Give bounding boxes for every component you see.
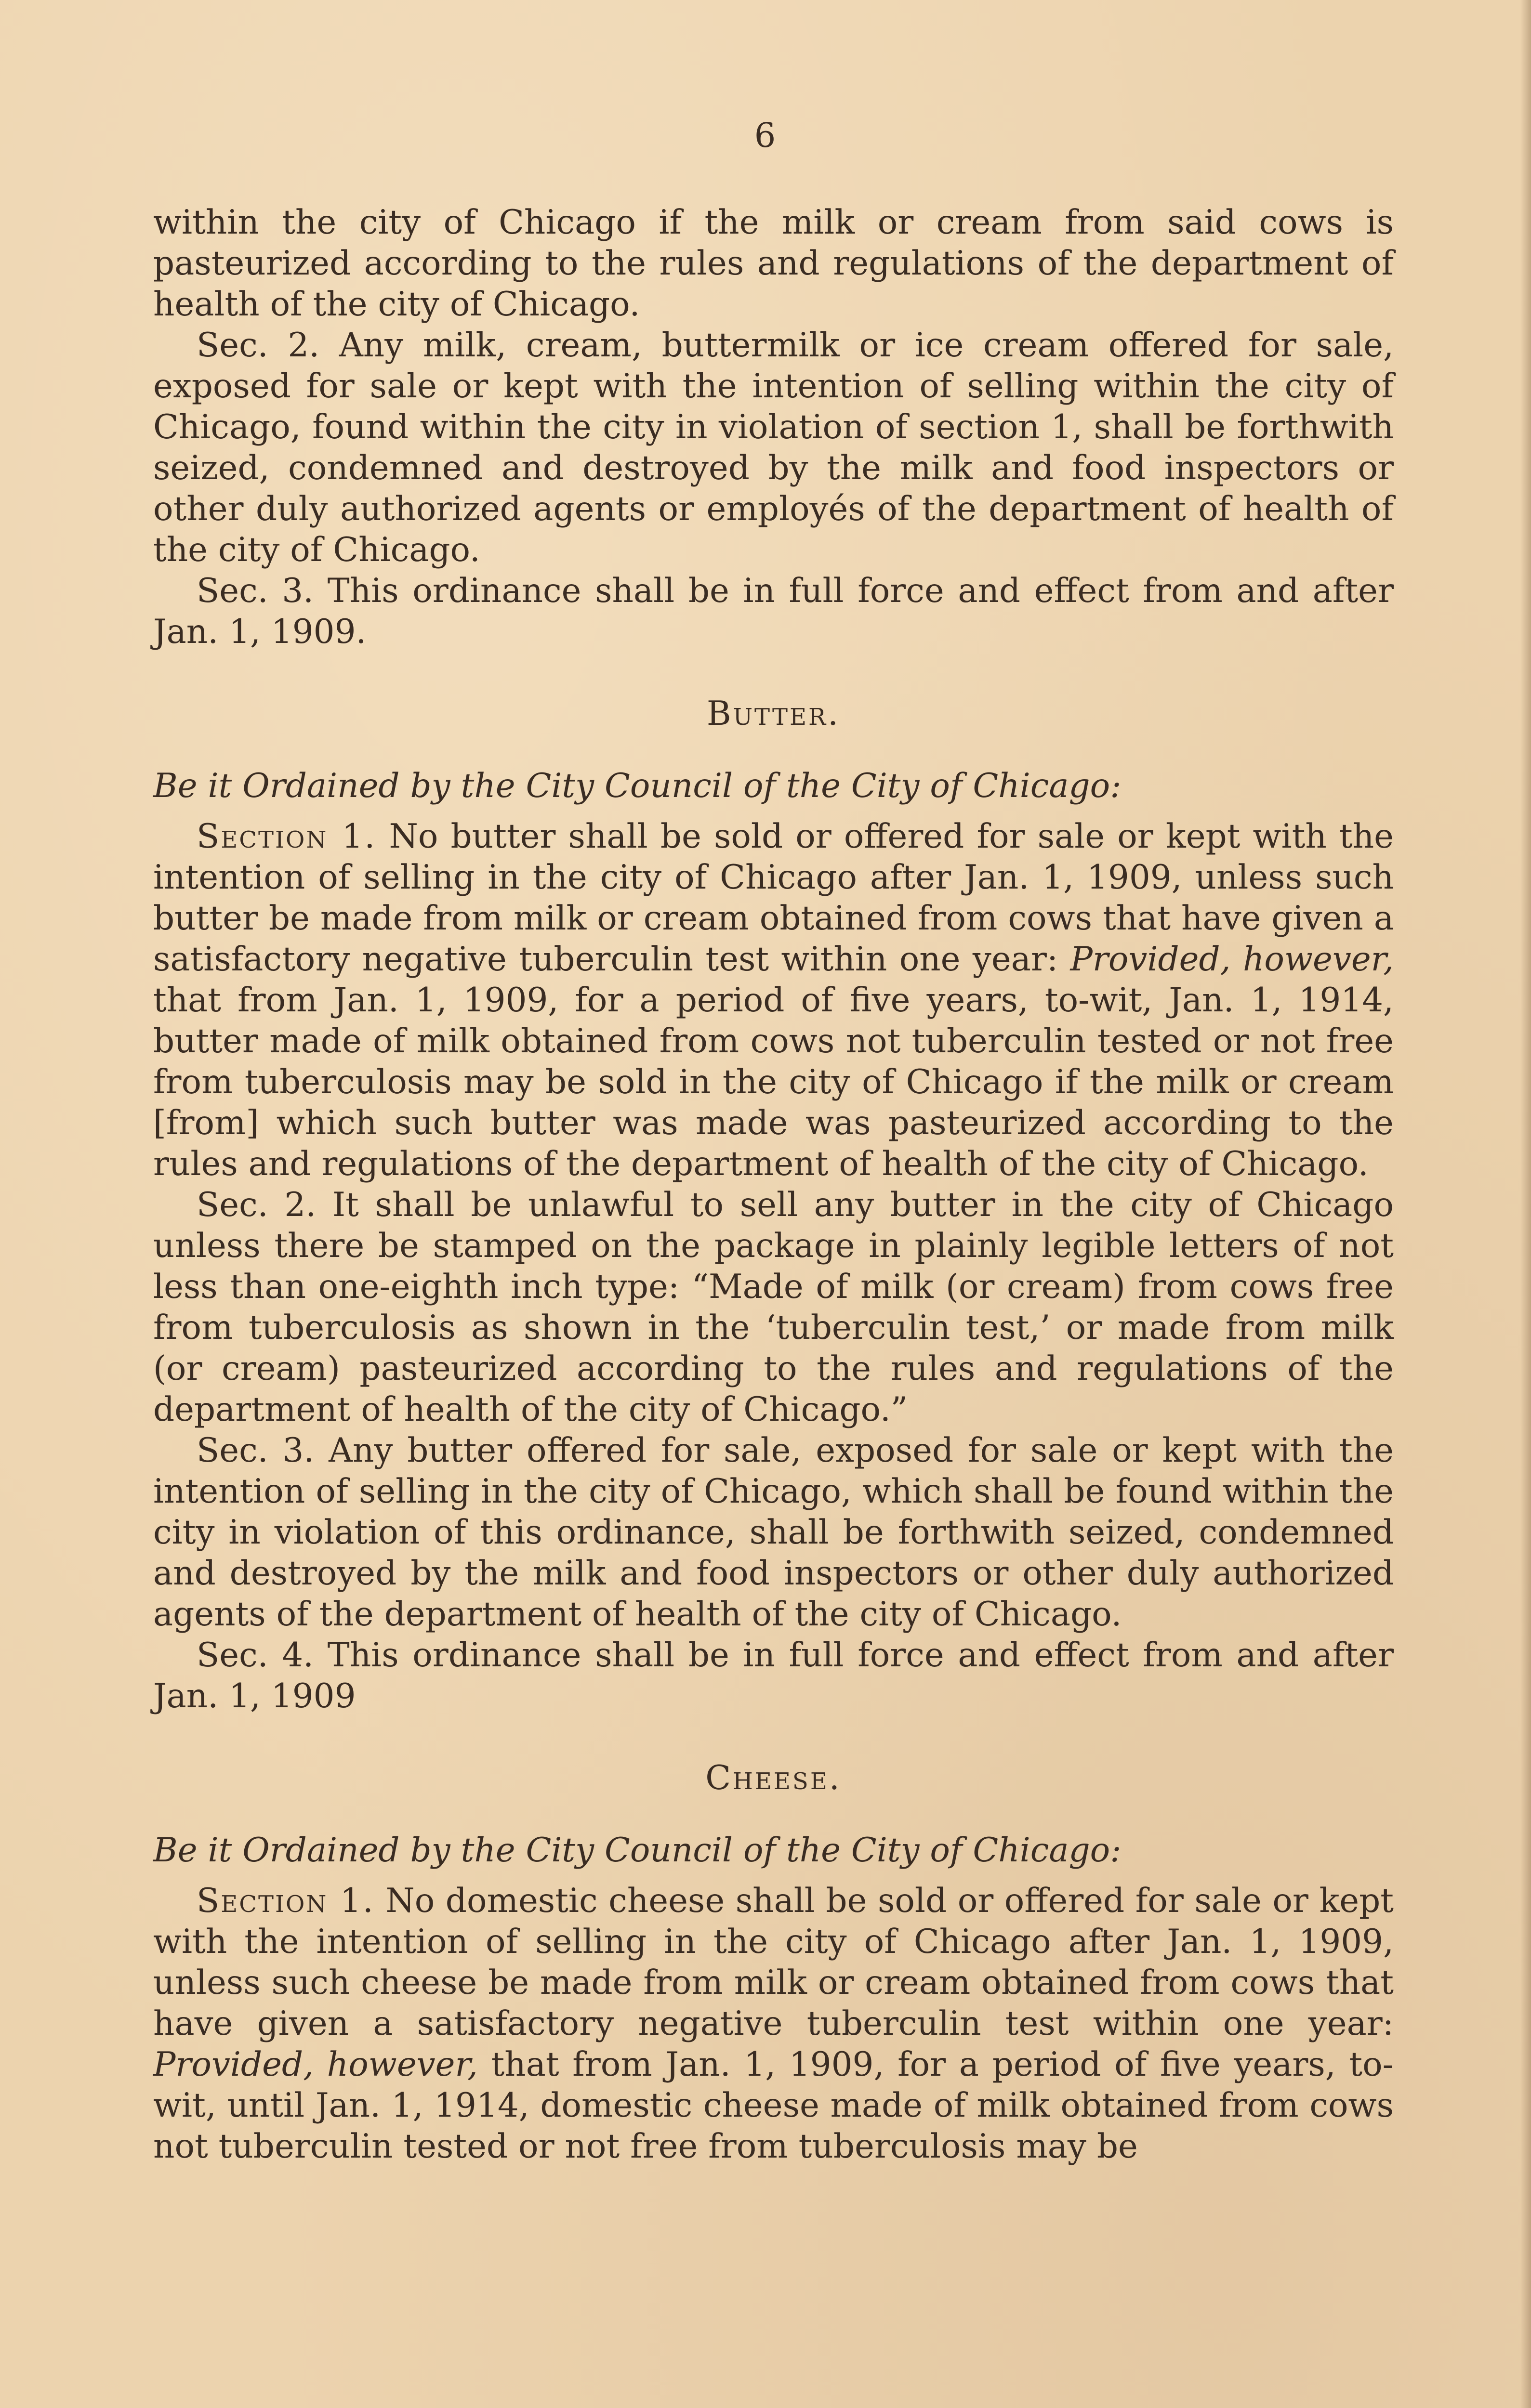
section-text: No butter shall be sold or offered for sale or kept with the intention of selling in the city of Chicago after Jan. 1, 1909, unless such butter be made from milk or cream obtained from cows that have given a satisfactory negative tuberculin test within one year: [153,817,1394,979]
section-label: Sec. 2. [197,326,320,365]
section-text: Any milk, cream, buttermilk or ice cream offered for sale, exposed for sale or kept with the intention of selling within the city of Chicago, found within the city in violation of section 1, shall be forthwith seized, condemned and destroyed by the milk and food inspectors or other duly authorized agents or employés of the department of health of the city of Chicago. [153,326,1394,569]
section-text: that from Jan. 1, 1909, for a period of five years, to-wit, until Jan. 1, 1914, domestic cheese made of milk obtained from cows not tuberculin tested or not free from tuberculosis may be [153,2045,1394,2166]
section-label: Sec. 3. [197,1431,315,1470]
proviso-text: Provided, however, [153,2045,478,2084]
milk-sec-3 [153,571,1394,653]
proviso-text: Provided, however, [1070,940,1394,979]
section-label: Sec. 2. [197,1186,317,1224]
section-text: This ordinance shall be in full force and effect from and after Jan. 1, 1909 [153,1636,1394,1715]
page-number: 6 [754,116,777,155]
cheese-section-1 [153,1881,1394,2167]
cheese-heading: Cheese. [705,1759,842,1797]
butter-sec-3 [153,1430,1394,1635]
cheese-ordained-clause: Be it Ordained by the City Council of the City of Chicago: [153,1831,1122,1870]
section-text: This ordinance shall be in full force and effect from and after Jan. 1, 1909. [153,572,1394,651]
section-text: that from Jan. 1, 1909, for a period of five years, to-wit, Jan. 1, 1914, butter made of milk obtained from cows not tuberculin tested or not free from tuberculosis may be sold in the city of Chicago if the milk or cream [from] which such butter was made was pasteurized according to the rules and regulations of the department of health of the city of Chicago. [153,981,1394,1183]
section-label: Sec. 3. [197,572,314,610]
page-body [153,202,1394,2167]
butter-sec-4 [153,1635,1394,1717]
butter-ordained-clause: Be it Ordained by the City Council of the City of Chicago: [153,767,1122,805]
page-binding-shadow [1520,0,1531,2408]
section-label: Section 1. [197,817,377,856]
section-label: Sec. 4. [197,1636,314,1675]
continuation-paragraph: within the city of Chicago if the milk or cream from said cows is pasteurized according to the rules and regulations of the department of health of the city of Chicago. [153,203,1394,324]
section-text: No domestic cheese shall be sold or offered for sale or kept with the intention of selling in the city of Chicago after Jan. 1, 1909, unless such cheese be made from milk or cream obtained from cows that have given a satisfactory negative tuberculin test within one year: [153,1882,1394,2043]
section-text: Any butter offered for sale, exposed for sale or kept with the intention of selling in the city of Chicago, which shall be found within the city in violation of this ordinance, shall be forthwith seized, condemned and destroyed by the milk and food inspectors or other duly authorized agents of the department of health of the city of Chicago. [153,1431,1394,1634]
butter-heading: Butter. [706,694,841,733]
milk-sec-2 [153,325,1394,571]
butter-section-1 [153,816,1394,1185]
butter-sec-2 [153,1185,1394,1430]
section-label: Section 1. [197,1882,375,1920]
section-text: It shall be unlawful to sell any butter in the city of Chicago unless there be stamped on the package in plainly legible letters of not less than one-eighth inch type: “Made of milk (or cream) from cows free from tuberculosis as shown in the ‘tuberculin test,’ or made from milk (or cream) pasteurized according to the rules and regulations of the department of health of the city of Chicago.” [153,1186,1394,1429]
